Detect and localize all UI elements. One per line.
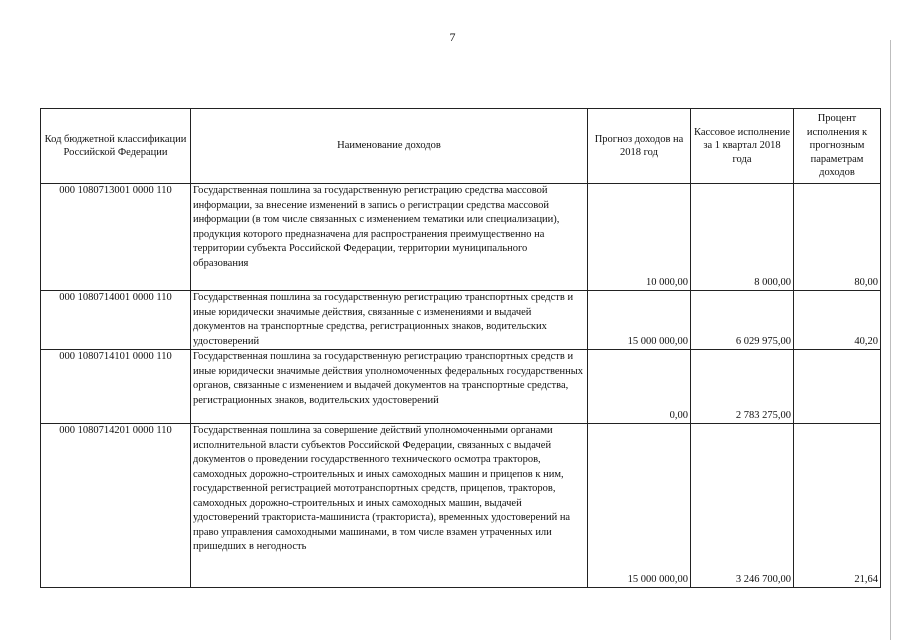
- row-cash: 6 029 975,00: [691, 291, 794, 350]
- header-cash: Кассовое исполнение за 1 квартал 2018 года: [691, 109, 794, 184]
- row-name: Государственная пошлина за государственную регистрацию средства массовой информации, за внесение изменений в запись о регистрации средства массовой информации (в том числе связанных с изменением тематики или специализации), продукция которого предназначена для распространения преимущественно на территории субъекта Российской Федерации, территории муниципального образования: [191, 184, 588, 291]
- row-percent: [794, 350, 881, 424]
- header-percent: Процент исполнения к прогнозным параметрам доходов: [794, 109, 881, 184]
- table-row: [41, 424, 881, 588]
- row-forecast: 10 000,00: [588, 184, 691, 291]
- row-code: 000 1080714201 0000 110: [41, 424, 191, 588]
- row-percent: 40,20: [794, 291, 881, 350]
- row-code: 000 1080714001 0000 110: [41, 291, 191, 350]
- revenue-table: [40, 108, 881, 588]
- row-forecast: 0,00: [588, 350, 691, 424]
- row-name: Государственная пошлина за совершение действий уполномоченными органами исполнительной власти субъектов Российской Федерации, связанных с выдачей документов о проведении государственного технического осмотра тракторов, самоходных дорожно-строительных и иных самоходных машин и прицепов к ним, государственной регистрацией мототранспортных средств, прицепов, тракторов, самоходных дорожно-строительных и иных самоходных машин, выдачей удостоверений тракториста-машиниста (тракториста), временных удостоверений на право управления самоходными машинами, в том числе взамен утраченных или пришедших в негодность: [191, 424, 588, 588]
- header-forecast: Прогноз доходов на 2018 год: [588, 109, 691, 184]
- page-number: 7: [449, 30, 456, 44]
- row-name: Государственная пошлина за государственную регистрацию транспортных средств и иные юридически значимые действия, связанные с изменениями и выдачей документов на транспортные средства, регистрационных знаков, водительских удостоверений: [191, 291, 588, 350]
- row-percent: 80,00: [794, 184, 881, 291]
- row-cash: 3 246 700,00: [691, 424, 794, 588]
- table-row: [41, 350, 881, 424]
- table-header-row: [41, 109, 881, 184]
- table-row: [41, 184, 881, 291]
- row-forecast: 15 000 000,00: [588, 424, 691, 588]
- scan-edge-line: [890, 40, 891, 640]
- table-row: [41, 291, 881, 350]
- row-percent: 21,64: [794, 424, 881, 588]
- row-cash: 2 783 275,00: [691, 350, 794, 424]
- row-code: 000 1080713001 0000 110: [41, 184, 191, 291]
- header-name: Наименование доходов: [191, 109, 588, 184]
- header-code: Код бюджетной классификации Российской Федерации: [41, 109, 191, 184]
- row-name: Государственная пошлина за государственную регистрацию транспортных средств и иные юридически значимые действия уполномоченных федеральных государственных органов, связанные с изменением и выдачей документов на транспортные средства, регистрационных знаков, водительских удостоверений: [191, 350, 588, 424]
- row-code: 000 1080714101 0000 110: [41, 350, 191, 424]
- row-forecast: 15 000 000,00: [588, 291, 691, 350]
- row-cash: 8 000,00: [691, 184, 794, 291]
